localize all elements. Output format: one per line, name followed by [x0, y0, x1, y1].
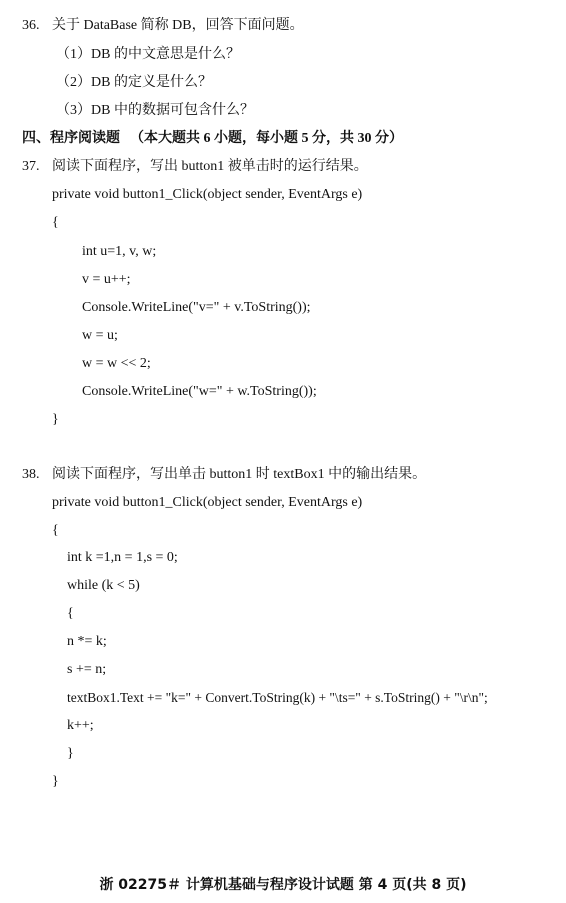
q38-code-line-9: k++;	[67, 718, 94, 733]
q37-code-line-7: w = w << 2;	[82, 356, 151, 371]
q38-code-line-2: {	[52, 523, 59, 538]
question-36-item-2: （2）DB 的定义是什么？	[56, 75, 212, 90]
question-37-text: 阅读下面程序，写出 button1 被单击时的运行结果。	[52, 159, 368, 174]
question-38-text: 阅读下面程序，写出单击 button1 时 textBox1 中的输出结果。	[52, 467, 427, 482]
q38-code-line-5: {	[67, 606, 74, 621]
section-4-note: （本大题共 6 小题，每小题 5 分，共 30 分）	[130, 131, 403, 146]
q37-code-line-4: v = u++;	[82, 272, 131, 287]
question-36-item-1: （1）DB 的中文意思是什么？	[56, 47, 240, 62]
q37-code-line-6: w = u;	[82, 328, 118, 343]
q37-code-line-3: int u=1, v, w;	[82, 244, 157, 259]
question-36-text: 关于 DataBase 简称 DB，回答下面问题。	[52, 18, 304, 33]
q38-code-line-10: }	[67, 746, 74, 761]
page-footer: 浙 02275＃ 计算机基础与程序设计试题 第 4 页(共 8 页)	[99, 877, 467, 893]
question-36-item-3: （3）DB 中的数据可包含什么？	[56, 103, 254, 118]
q37-code-line-1: private void button1_Click(object sender, EventArgs e)	[52, 187, 363, 202]
q38-code-line-6: n *= k;	[67, 634, 107, 649]
question-37-number: 37.	[22, 159, 40, 174]
question-36-number: 36.	[22, 18, 40, 33]
q38-code-line-11: }	[52, 774, 59, 789]
q38-code-line-8: textBox1.Text += "k=" + Convert.ToString(k) + "\ts=" + s.ToString() + "\r\n";	[67, 690, 488, 705]
q37-code-line-9: }	[52, 412, 59, 427]
q37-code-line-5: Console.WriteLine("v=" + v.ToString());	[82, 300, 311, 315]
question-38-number: 38.	[22, 467, 40, 482]
q38-code-line-3: int k =1,n = 1,s = 0;	[67, 550, 178, 565]
q37-code-line-8: Console.WriteLine("w=" + w.ToString());	[82, 384, 317, 399]
q38-code-line-1: private void button1_Click(object sender, EventArgs e)	[52, 495, 363, 510]
section-4-title: 四、程序阅读题	[22, 131, 120, 146]
q38-code-line-4: while (k < 5)	[67, 578, 140, 593]
q38-code-line-7: s += n;	[67, 662, 107, 677]
q37-code-line-2: {	[52, 215, 59, 230]
